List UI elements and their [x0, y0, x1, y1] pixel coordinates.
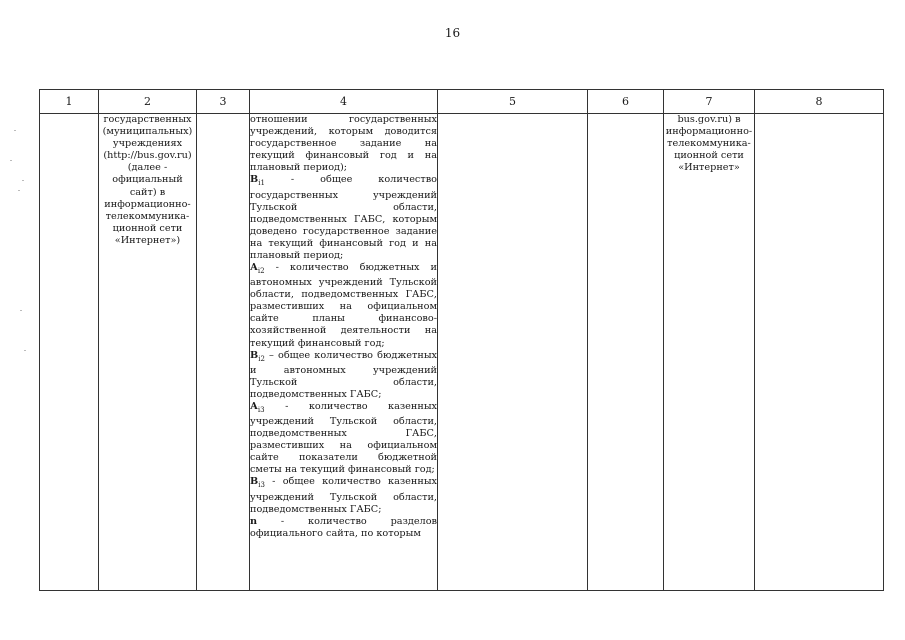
symbol-letter: n: [250, 515, 258, 527]
formula-symbol: [250, 350, 265, 361]
symbol-letter: А: [250, 400, 258, 412]
symbol-letter: В: [250, 349, 259, 361]
header-col-6: 6: [588, 90, 664, 114]
formula-paragraph: [250, 476, 437, 515]
formula-text: - количество разделов официального сайта, по которым: [250, 515, 437, 539]
scan-artifact: [18, 190, 20, 191]
symbol-letter: В: [250, 476, 259, 488]
cell-col-7: bus.gov.ru) в информационно-телекоммуника-ционной сети «Интернет»: [664, 114, 755, 591]
scan-artifact: [20, 310, 22, 311]
header-col-7: 7: [664, 90, 755, 114]
symbol-subscript: i1: [258, 179, 265, 188]
formula-symbol: [250, 262, 265, 273]
formula-text: - общее количество государственных учреждений Тульской области, подведомственных ГАБС, которым доведено государственное задание на текущий финансовый год и на плановый период;: [250, 174, 437, 261]
table-row: [40, 114, 884, 591]
scan-artifact: [22, 180, 24, 181]
cell-col-6: [588, 114, 664, 591]
formula-symbol: [250, 476, 265, 490]
formula-paragraph: [250, 262, 437, 350]
formula-paragraph: [250, 516, 437, 540]
cell-col-8: [755, 114, 884, 591]
symbol-subscript: i2: [257, 267, 265, 275]
table-header-row: [40, 90, 884, 114]
formula-paragraph: [250, 401, 437, 477]
header-col-5: 5: [438, 90, 588, 114]
cell-col-3: [197, 114, 250, 591]
cell-col-5: [438, 114, 588, 591]
header-col-1: 1: [40, 90, 99, 114]
symbol-letter: А: [250, 262, 258, 274]
formula-paragraph: [250, 174, 437, 262]
header-col-8: 8: [755, 90, 884, 114]
formula-text: отношении государственных учреждений, которым доводится государственное задание на текущий финансовый год и на плановый период);: [250, 114, 437, 174]
scan-artifact: [14, 130, 16, 131]
document-table: [39, 89, 884, 591]
formula-text: - количество казенных учреждений Тульской области, подведомственных ГАБС, разместивших на официальном сайте показатели бюджетной сметы на текущий финансовый год;: [250, 400, 437, 476]
formula-symbol: [250, 174, 265, 188]
symbol-subscript: i3: [258, 481, 265, 490]
formula-text: – общее количество бюджетных и автономных учреждений Тульской области, подведомственных ГАБС;: [250, 349, 437, 400]
header-col-3: 3: [197, 90, 250, 114]
cell-col-1: [40, 114, 99, 591]
header-col-2: 2: [99, 90, 197, 114]
scan-artifact: [24, 350, 26, 351]
formula-text: - количество бюджетных и автономных учреждений Тульской области, подведомственных ГАБС, разместивших на официальном сайте планы финансово-хозяйственной деятельности на текущий финансовый год;: [250, 262, 437, 349]
symbol-letter: В: [250, 174, 259, 186]
cell-col-2: государственных (муниципальных) учреждениях (http://bus.gov.ru) (далее - официальный сайт) в информационно-телекоммуника-ционной сети «Интернет»): [99, 114, 197, 591]
formula-paragraph: [250, 350, 437, 401]
page-number: 16: [444, 26, 461, 40]
cell-col-4: [250, 114, 438, 591]
symbol-subscript: i3: [257, 405, 265, 414]
scan-artifact: [10, 160, 12, 161]
formula-symbol: [250, 516, 257, 527]
formula-paragraph: [250, 114, 437, 174]
symbol-subscript: i2: [258, 354, 265, 363]
header-col-4: 4: [250, 90, 438, 114]
formula-symbol: [250, 401, 265, 412]
formula-text: - общее количество казенных учреждений Тульской области, подведомственных ГАБС;: [250, 476, 437, 515]
